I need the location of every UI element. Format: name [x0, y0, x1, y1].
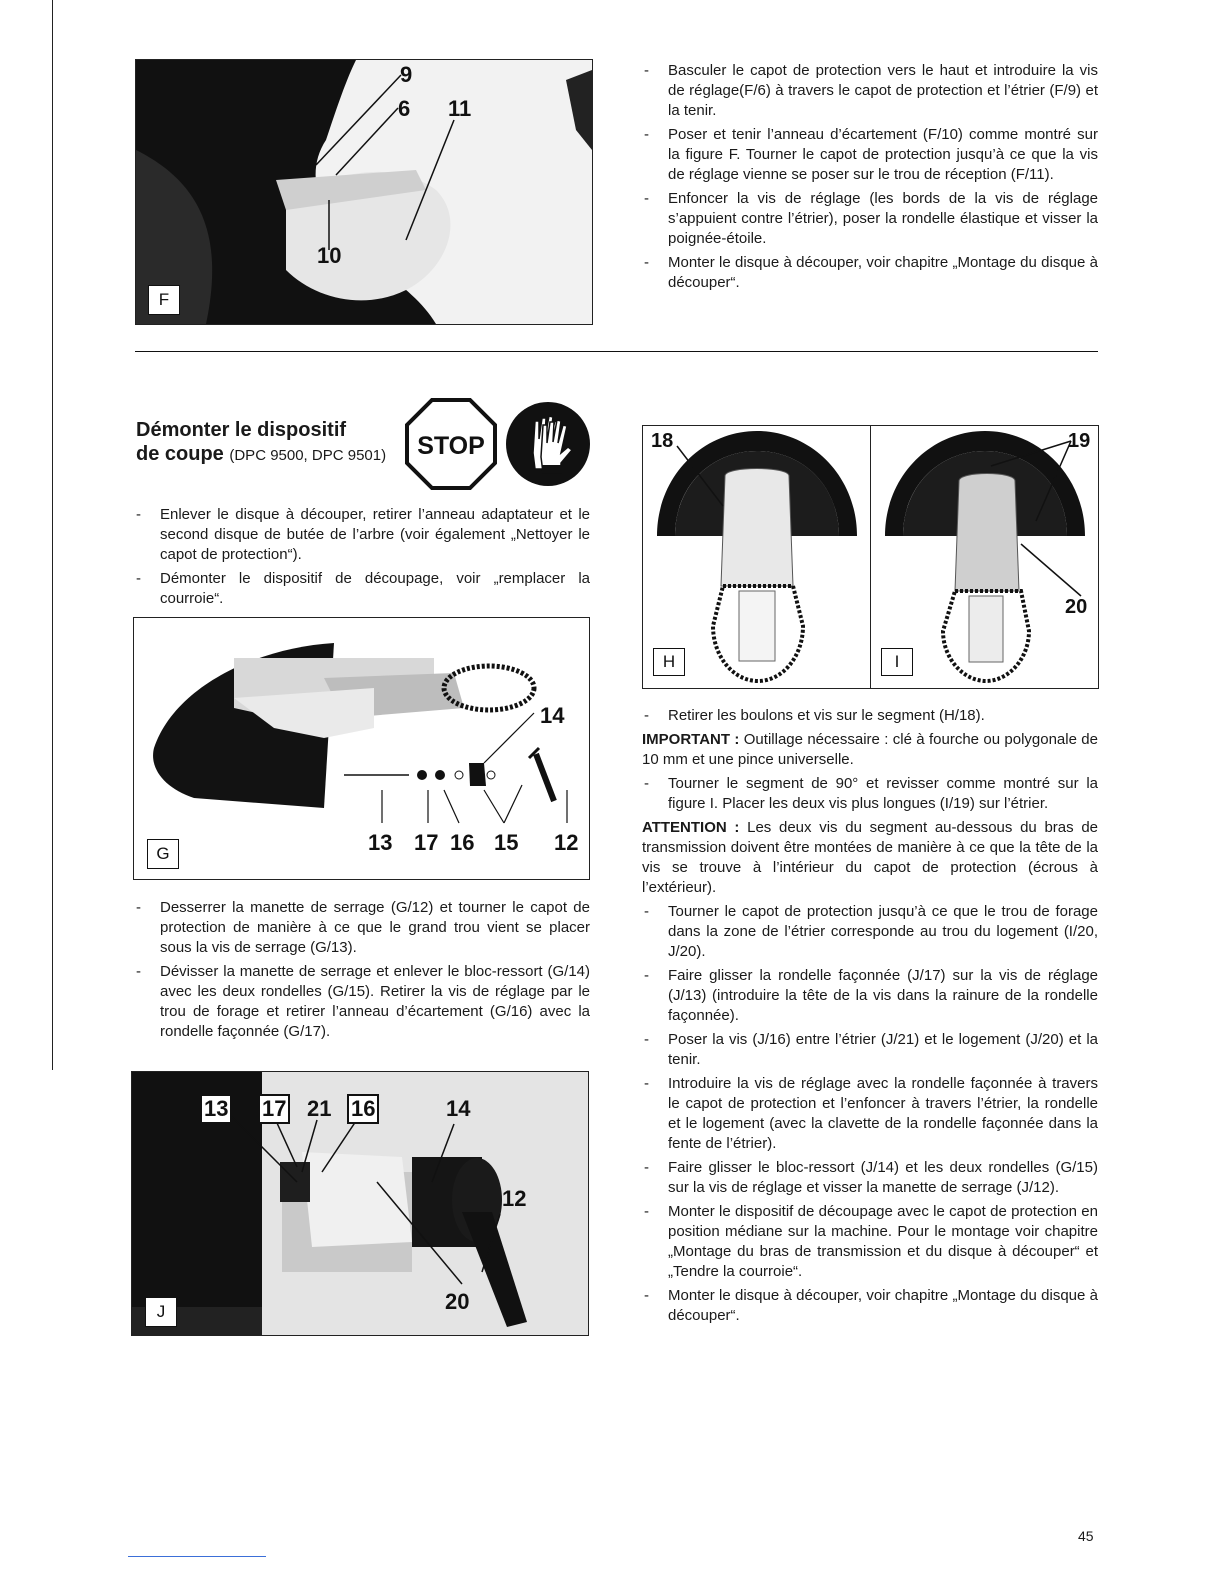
figure-f-callout-10: 10 — [317, 243, 342, 268]
figure-f-illustration — [136, 60, 592, 324]
list-item: - Enlever le disque à découper, retirer l’anneau adaptateur et le second disque de butée de l’arbre (voir également „Nettoyer le capot de protection“). — [134, 505, 590, 565]
list-item: - Tourner le segment de 90° et revisser comme montré sur la figure I. Placer les deux vis plus longues (I/19) sur l’étrier. — [642, 774, 1098, 814]
important-text: Outillage nécessaire : clé à fourche ou polygonale de 10 mm et une pince universelle. — [642, 731, 1098, 768]
figure-g-label: G — [147, 839, 179, 869]
figure-j-callout-14: 14 — [446, 1096, 471, 1121]
left-instructions-a — [134, 505, 590, 613]
list-item: - Faire glisser la rondelle façonnée (J/17) sur la vis de réglage (J/13) (introduire la tête de la vis dans la rainure de la rondelle façonnée). — [642, 966, 1098, 1026]
figure-f-photo — [135, 59, 593, 325]
margin-rule — [52, 0, 53, 1070]
page-number: 45 — [1078, 1528, 1094, 1544]
heading-line1: Démonter le dispositif — [136, 419, 347, 441]
figure-j-callout-12: 12 — [502, 1186, 527, 1211]
list-item: - Monter le dispositif de découpage avec le capot de protection en position médiane sur la machine. Pour le montage voir chapitre „Montage du bras de transmission et du disque à découper“ et „Tendre la courroie“. — [642, 1202, 1098, 1282]
list-item: - Tourner le capot de protection jusqu’à ce que le trou de forage dans la zone de l’étrier corresponde au trou du logement (I/20, J/20). — [642, 902, 1098, 962]
top-right-instructions — [642, 61, 1098, 297]
list-item: - Enfoncer la vis de réglage (les bords de la vis de réglage s’appuient contre l’étrier), poser la rondelle élastique et visser la poignée-étoile. — [642, 189, 1098, 249]
figure-g-callout-16: 16 — [450, 830, 475, 855]
list-item: - Desserrer la manette de serrage (G/12) et tourner le capot de protection de manière à ce que le grand trou vient se placer sous la vis de serrage (G/13). — [134, 898, 590, 958]
attention-label: ATTENTION : — [642, 819, 740, 836]
list-item: - Introduire la vis de réglage avec la rondelle façonnée à travers le capot de protection et l’enfoncer à travers l’étrier, la rondelle et le logement (avec la clavette de la rondelle façonnée dans la fente de l’étrier). — [642, 1074, 1098, 1154]
figure-g-callout-13: 13 — [368, 830, 393, 855]
figure-g-illustration — [134, 618, 589, 879]
left-instructions-b — [134, 898, 590, 1046]
figure-i-callout-20: 20 — [1065, 596, 1088, 618]
figure-j-callout-17: 17 — [258, 1094, 290, 1124]
figure-f-label: F — [148, 285, 180, 315]
list-item: - Démonter le dispositif de découpage, voir „remplacer la courroie“. — [134, 569, 590, 609]
figure-g-callout-14: 14 — [540, 703, 565, 728]
heading-line2: de coupe — [136, 443, 224, 465]
figure-f-callout-11: 11 — [448, 96, 472, 121]
figure-h-photo — [642, 425, 872, 689]
figure-j-callout-13: 13 — [200, 1094, 232, 1124]
figure-j-callout-21: 21 — [307, 1096, 332, 1121]
heading-models: (DPC 9500, DPC 9501) — [229, 447, 387, 464]
figure-i-callout-19: 19 — [1068, 430, 1091, 452]
figure-j-label: J — [145, 1297, 177, 1327]
list-item: - Retirer les boulons et vis sur le segment (H/18). — [642, 706, 1098, 726]
figure-f-callout-9: 9 — [400, 62, 413, 87]
list-item: - Faire glisser le bloc-ressort (J/14) et les deux rondelles (G/15) sur la vis de réglage et visser la manette de serrage (J/12). — [642, 1158, 1098, 1198]
section-heading — [136, 418, 426, 468]
gloves-icon — [505, 401, 591, 487]
figure-j-callout-20: 20 — [445, 1289, 470, 1314]
list-item: - Monter le disque à découper, voir chapitre „Montage du disque à découper“. — [642, 253, 1098, 293]
figure-j-callout-16: 16 — [347, 1094, 379, 1124]
figure-g-photo — [133, 617, 590, 880]
figure-i-photo — [870, 425, 1099, 689]
figure-h-callout-18: 18 — [651, 430, 674, 452]
figure-h-label: H — [653, 648, 685, 676]
footer-link-line — [128, 1556, 266, 1557]
figure-i-label: I — [881, 648, 913, 676]
attention-note — [642, 818, 1098, 898]
stop-sign-icon — [405, 398, 497, 490]
figure-j-photo — [131, 1071, 589, 1336]
figure-f-callout-6: 6 — [398, 96, 411, 121]
list-item: - Dévisser la manette de serrage et enlever le bloc-ressort (G/14) avec les deux rondelles (G/15). Retirer la vis de réglage par le trou de forage et retirer l’anneau d’écartement (G/16) avec la rondelle façonnée (G/17). — [134, 962, 590, 1042]
attention-text: Les deux vis du segment au-dessous du bras de transmission doivent être montées de manière à ce que la tête de la vis se trouve à l’intérieur du capot de protection (écrous à l’extérieur). — [642, 819, 1099, 896]
figure-g-callout-17: 17 — [414, 830, 439, 855]
figure-g-callout-12: 12 — [554, 830, 579, 855]
figure-g-callout-15: 15 — [494, 830, 519, 855]
list-item: - Poser la vis (J/16) entre l’étrier (J/21) et le logement (J/20) et la tenir. — [642, 1030, 1098, 1070]
important-note — [642, 730, 1098, 770]
list-item: - Monter le disque à découper, voir chapitre „Montage du disque à découper“. — [642, 1286, 1098, 1326]
stop-sign-text: STOP — [417, 432, 485, 460]
section-divider — [135, 351, 1098, 352]
list-item: - Basculer le capot de protection vers le haut et introduire la vis de réglage(F/6) à travers le capot de protection et l’étrier (F/9) et la tenir. — [642, 61, 1098, 121]
important-label: IMPORTANT : — [642, 731, 740, 748]
right-instructions — [642, 706, 1098, 1330]
list-item: - Poser et tenir l’anneau d’écartement (F/10) comme montré sur la figure F. Tourner le capot de protection jusqu’à ce que la vis de réglage vienne se poser sur le trou de réception (F/11). — [642, 125, 1098, 185]
